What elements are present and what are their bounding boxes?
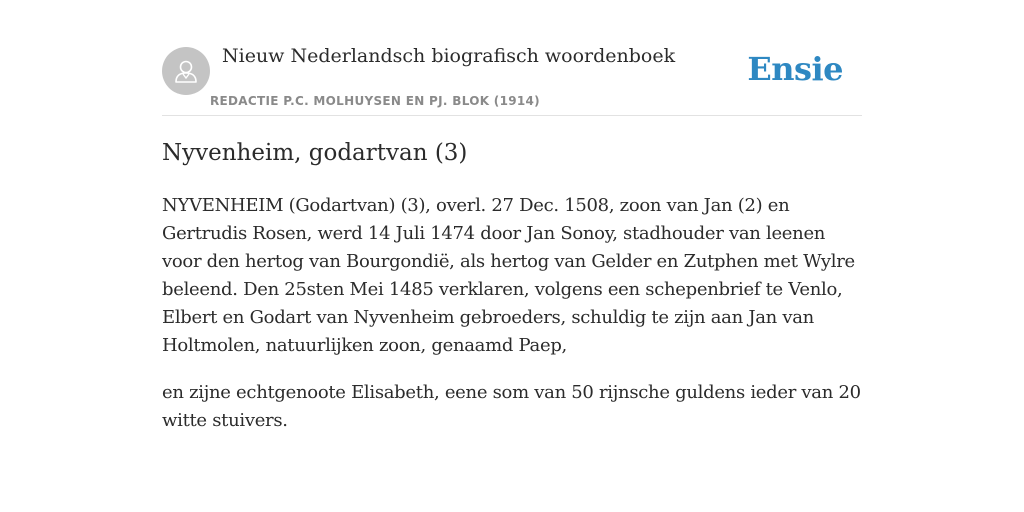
- article-paragraph: en zijne echtgenoote Elisabeth, eene som van 50 rijnsche guldens ieder van 20 witte stuivers.: [162, 382, 861, 431]
- source-editors: REDACTIE P.C. MOLHUYSEN EN PJ. BLOK (1914): [210, 94, 540, 108]
- avatar[interactable]: [162, 47, 210, 95]
- article-body: [162, 192, 862, 454]
- article-paragraph: NYVENHEIM (Godartvan) (3), overl. 27 Dec. 1508, zoon van Jan (2) en Gertrudis Rosen, werd 14 Juli 1474 door Jan Sonoy, stadhouder van leenen voor den hertog van Bourgondië, als hertog van Gelder en Zutphen met Wylre beleend. Den 25sten Mei 1485 verklaren, volgens een schepenbrief te Venlo, Elbert en Godart van Nyvenheim gebroeders, schuldig te zijn aan Jan van Holtmolen, natuurlijken zoon, genaamd Paep,: [162, 195, 855, 356]
- source-header: [162, 0, 862, 116]
- source-title-link[interactable]: Nieuw Nederlandsch biografisch woordenboek: [222, 45, 676, 67]
- ensie-logo[interactable]: Ensie: [747, 50, 843, 88]
- user-icon: [172, 57, 200, 85]
- article-title: Nyvenheim, godartvan (3): [162, 140, 468, 166]
